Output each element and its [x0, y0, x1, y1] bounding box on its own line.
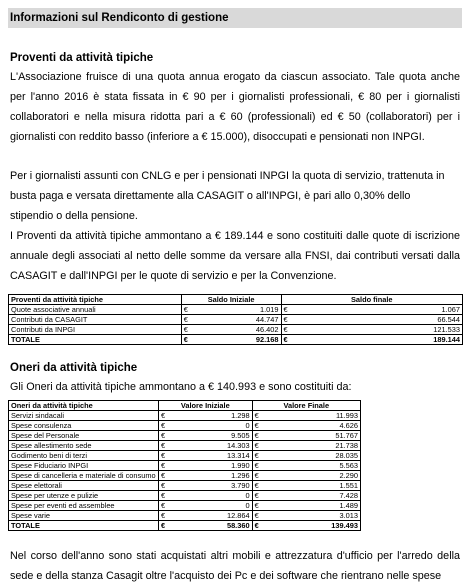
oneri-table-row	[9, 501, 361, 511]
oneri-end-value: 4.626	[264, 421, 360, 431]
oneri-currency: €	[252, 431, 264, 441]
page-header: Informazioni sul Rendiconto di gestione	[8, 8, 462, 28]
proventi-start-value: 1.019	[197, 305, 281, 315]
oneri-table-row	[9, 431, 361, 441]
oneri-currency: €	[158, 431, 170, 441]
proventi-currency: €	[181, 305, 197, 315]
proventi-header-start: Saldo Iniziale	[181, 295, 281, 305]
proventi-start-value: 92.168	[197, 335, 281, 345]
oneri-table-row	[9, 411, 361, 421]
oneri-paragraph-2: Nel corso dell'anno sono stati acquistati altri mobili e attrezzatura d'ufficio per l'arredo della sede e della stanza Casagit oltre l'acquisto dei Pc e dei software che rientrano nelle spese	[10, 550, 460, 582]
oneri-header-end: Valore Finale	[252, 401, 360, 411]
proventi-currency: €	[181, 325, 197, 335]
proventi-start-value: 46.402	[197, 325, 281, 335]
proventi-start-value: 44.747	[197, 315, 281, 325]
oneri-start-value: 9.505	[170, 431, 252, 441]
oneri-end-value: 21.738	[264, 441, 360, 451]
oneri-currency: €	[252, 441, 264, 451]
oneri-currency: €	[252, 411, 264, 421]
oneri-row-label: Spese del Personale	[9, 431, 159, 441]
oneri-paragraph-1: Gli Oneri da attività tipiche ammontano a € 140.993 e sono costituiti da:	[10, 381, 352, 393]
proventi-currency: €	[281, 315, 297, 325]
oneri-table-row	[9, 481, 361, 491]
oneri-currency: €	[158, 411, 170, 421]
oneri-end-value: 11.993	[264, 411, 360, 421]
oneri-table-row	[9, 491, 361, 501]
oneri-start-value: 3.790	[170, 481, 252, 491]
oneri-row-label: Spese di cancelleria e materiale di consumo	[9, 471, 159, 481]
oneri-end-value: 51.767	[264, 431, 360, 441]
oneri-currency: €	[252, 471, 264, 481]
oneri-currency: €	[158, 471, 170, 481]
oneri-end-value: 1.551	[264, 481, 360, 491]
oneri-header-start: Valore Iniziale	[158, 401, 252, 411]
oneri-currency: €	[252, 521, 264, 531]
oneri-currency: €	[252, 461, 264, 471]
proventi-end-value: 189.144	[297, 335, 463, 345]
proventi-paragraph-3: I Proventi da attività tipiche ammontano a € 189.144 e sono costituiti dalle quote di iscrizione annuale degli associati al netto delle somme da versare alla FNSI, dai contributi versati dalla CASAGIT e dall'INPGI per le quote di servizio e per la Convenzione.	[10, 230, 460, 282]
oneri-start-value: 1.298	[170, 411, 252, 421]
oneri-currency: €	[158, 451, 170, 461]
oneri-start-value: 0	[170, 501, 252, 511]
oneri-table-row	[9, 471, 361, 481]
proventi-header-end: Saldo finale	[281, 295, 463, 305]
oneri-currency: €	[158, 481, 170, 491]
proventi-table	[8, 294, 463, 345]
oneri-start-value: 12.864	[170, 511, 252, 521]
oneri-start-value: 58.360	[170, 521, 252, 531]
oneri-end-value: 1.489	[264, 501, 360, 511]
oneri-currency: €	[158, 501, 170, 511]
oneri-start-value: 14.303	[170, 441, 252, 451]
oneri-end-value: 139.493	[264, 521, 360, 531]
oneri-currency: €	[158, 421, 170, 431]
oneri-currency: €	[252, 501, 264, 511]
oneri-start-value: 1.990	[170, 461, 252, 471]
oneri-currency: €	[252, 491, 264, 501]
oneri-row-label: Spese Fiduciario INPGI	[9, 461, 159, 471]
oneri-end-value: 28.035	[264, 451, 360, 461]
oneri-currency: €	[158, 461, 170, 471]
oneri-row-label: Spese consulenza	[9, 421, 159, 431]
oneri-row-label: Spese per utenze e pulizie	[9, 491, 159, 501]
oneri-start-value: 0	[170, 421, 252, 431]
proventi-end-value: 121.533	[297, 325, 463, 335]
oneri-start-value: 13.314	[170, 451, 252, 461]
oneri-end-value: 5.563	[264, 461, 360, 471]
oneri-header-label: Oneri da attività tipiche	[9, 401, 159, 411]
proventi-total-row	[9, 335, 463, 345]
oneri-table-row	[9, 511, 361, 521]
proventi-end-value: 66.544	[297, 315, 463, 325]
proventi-header-label: Proventi da attività tipiche	[9, 295, 182, 305]
oneri-currency: €	[158, 511, 170, 521]
oneri-table	[8, 400, 361, 531]
oneri-total-row	[9, 521, 361, 531]
oneri-row-label: Servizi sindacali	[9, 411, 159, 421]
oneri-row-label: Spese allestimento sede	[9, 441, 159, 451]
proventi-table-row	[9, 315, 463, 325]
oneri-currency: €	[158, 491, 170, 501]
proventi-currency: €	[281, 335, 297, 345]
oneri-row-label: Spese per eventi ed assemblee	[9, 501, 159, 511]
proventi-row-label: Contributi da INPGI	[9, 325, 182, 335]
proventi-table-row	[9, 325, 463, 335]
proventi-currency: €	[181, 335, 197, 345]
proventi-end-value: 1.067	[297, 305, 463, 315]
oneri-table-row	[9, 451, 361, 461]
proventi-section-title: Proventi da attività tipiche	[10, 52, 154, 64]
proventi-paragraph-1: L'Associazione fruisce di una quota annua erogato da ciascun associato. Tale quota anche per l'anno 2016 è stata fissata in € 90 per i giornalisti professionali, € 80 per i giornalisti collaboratori e nella misura ridotta pari a € 60 (professionali) ed € 50 (collaboratori) per i giornalisti con reddito basso (inferiore a € 15.000), disoccupati e pensionati non INPGI.	[10, 71, 460, 143]
oneri-row-label: Spese varie	[9, 511, 159, 521]
proventi-currency: €	[281, 325, 297, 335]
oneri-section-title: Oneri da attività tipiche	[10, 362, 138, 374]
oneri-end-value: 3.013	[264, 511, 360, 521]
oneri-currency: €	[252, 421, 264, 431]
oneri-currency: €	[158, 521, 170, 531]
oneri-start-value: 1.296	[170, 471, 252, 481]
oneri-table-row	[9, 441, 361, 451]
oneri-currency: €	[252, 451, 264, 461]
proventi-row-label: Quote associative annuali	[9, 305, 182, 315]
proventi-row-label: TOTALE	[9, 335, 182, 345]
oneri-row-label: Godimento beni di terzi	[9, 451, 159, 461]
oneri-currency: €	[158, 441, 170, 451]
oneri-currency: €	[252, 511, 264, 521]
oneri-row-label: Spese elettorali	[9, 481, 159, 491]
proventi-currency: €	[281, 305, 297, 315]
proventi-currency: €	[181, 315, 197, 325]
proventi-table-row	[9, 305, 463, 315]
oneri-currency: €	[252, 481, 264, 491]
oneri-table-row	[9, 461, 361, 471]
oneri-start-value: 0	[170, 491, 252, 501]
oneri-end-value: 2.290	[264, 471, 360, 481]
oneri-end-value: 7.428	[264, 491, 360, 501]
proventi-paragraph-2: Per i giornalisti assunti con CNLG e per i pensionati INPGI la quota di servizio, trattenuta in busta paga e versata direttamente alla CASAGIT o all'INPGI, è pari allo 0,30% dello stipendio o della pensione.	[10, 170, 445, 222]
oneri-table-row	[9, 421, 361, 431]
proventi-row-label: Contributi da CASAGIT	[9, 315, 182, 325]
oneri-row-label: TOTALE	[9, 521, 159, 531]
